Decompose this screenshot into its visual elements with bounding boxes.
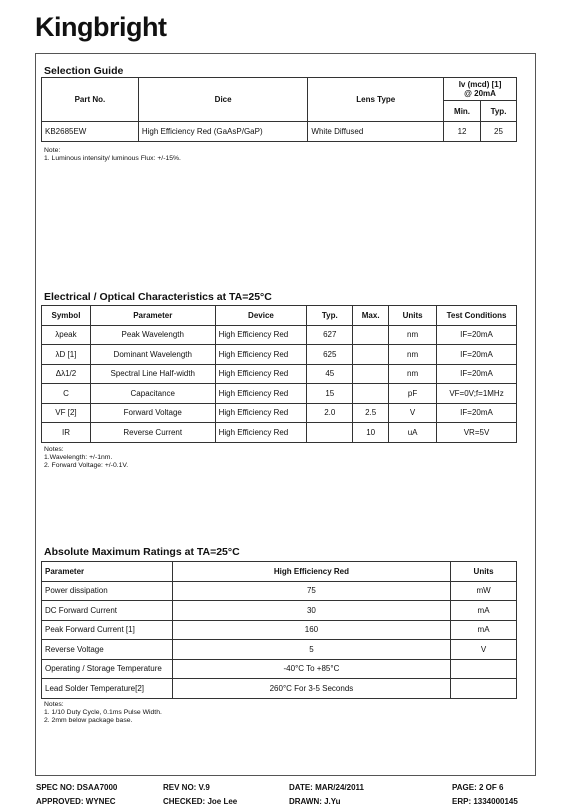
table-row bbox=[42, 423, 517, 443]
table-row bbox=[42, 403, 517, 423]
table-row bbox=[42, 364, 517, 384]
cell-parameter: Peak Forward Current [1] bbox=[42, 620, 173, 640]
header-iv-label: Iv (mcd) [1] bbox=[458, 80, 502, 89]
cell-test-conditions: IF=20mA bbox=[437, 364, 517, 384]
header-part-no: Part No. bbox=[42, 78, 139, 122]
kingbright-logo: Kingbright bbox=[35, 12, 167, 42]
cell-units bbox=[451, 659, 517, 679]
cell-symbol: Δλ1/2 bbox=[42, 364, 91, 384]
cell-typ: 625 bbox=[307, 345, 353, 365]
cell-units: pF bbox=[389, 384, 437, 404]
cell-typ: 45 bbox=[307, 364, 353, 384]
table-row bbox=[42, 679, 517, 699]
cell-parameter: Peak Wavelength bbox=[90, 325, 215, 345]
cell-units: nm bbox=[389, 345, 437, 365]
cell-value: -40°C To +85°C bbox=[172, 659, 450, 679]
cell-min: 12 bbox=[444, 122, 481, 142]
cell-parameter: Operating / Storage Temperature bbox=[42, 659, 173, 679]
header-dice: Dice bbox=[138, 78, 308, 122]
cell-units: V bbox=[389, 403, 437, 423]
page-number: PAGE: 2 OF 6 bbox=[452, 783, 504, 792]
note-line: Notes: bbox=[44, 701, 64, 708]
cell-value: 260°C For 3-5 Seconds bbox=[172, 679, 450, 699]
header-units: Units bbox=[451, 562, 517, 582]
header-parameter: Parameter bbox=[90, 306, 215, 326]
table-row bbox=[42, 384, 517, 404]
cell-units bbox=[451, 679, 517, 699]
cell-symbol: VF [2] bbox=[42, 403, 91, 423]
cell-max bbox=[353, 384, 389, 404]
cell-max bbox=[353, 364, 389, 384]
cell-units: V bbox=[451, 640, 517, 660]
header-device: Device bbox=[215, 306, 307, 326]
cell-typ: 627 bbox=[307, 325, 353, 345]
cell-device: High Efficiency Red bbox=[215, 403, 307, 423]
header-typ: Typ. bbox=[307, 306, 353, 326]
note-line: 2. Forward Voltage: +/-0.1V. bbox=[44, 462, 129, 469]
cell-units: nm bbox=[389, 364, 437, 384]
selection-table bbox=[41, 77, 517, 142]
cell-part: KB2685EW bbox=[42, 122, 139, 142]
selection-guide-title: Selection Guide bbox=[44, 65, 124, 77]
note-line: 1. 1/10 Duty Cycle, 0.1ms Pulse Width. bbox=[44, 709, 162, 716]
header-parameter: Parameter bbox=[42, 562, 173, 582]
spec-no: SPEC NO: DSAA7000 bbox=[36, 783, 118, 792]
cell-max: 10 bbox=[353, 423, 389, 443]
cell-parameter: Capacitance bbox=[90, 384, 215, 404]
cell-typ: 25 bbox=[481, 122, 517, 142]
electrical-table bbox=[41, 305, 517, 443]
cell-test-conditions: IF=20mA bbox=[437, 345, 517, 365]
cell-value: 30 bbox=[172, 601, 450, 621]
cell-typ: 15 bbox=[307, 384, 353, 404]
note-line: 1. Luminous intensity/ luminous Flux: +/-15%. bbox=[44, 155, 181, 162]
cell-units: mA bbox=[451, 601, 517, 621]
cell-typ: 2.0 bbox=[307, 403, 353, 423]
date: DATE: MAR/24/2011 bbox=[289, 783, 364, 792]
header-typ: Typ. bbox=[481, 101, 517, 122]
cell-value: 75 bbox=[172, 581, 450, 601]
header-iv-sub: @ 20mA bbox=[464, 89, 496, 98]
header-units: Units bbox=[389, 306, 437, 326]
cell-max: 2.5 bbox=[353, 403, 389, 423]
table-row bbox=[42, 640, 517, 660]
cell-device: High Efficiency Red bbox=[215, 325, 307, 345]
electrical-title: Electrical / Optical Characteristics at TA=25°C bbox=[44, 291, 272, 303]
cell-symbol: C bbox=[42, 384, 91, 404]
cell-parameter: Power dissipation bbox=[42, 581, 173, 601]
cell-units: nm bbox=[389, 325, 437, 345]
cell-test-conditions: VF=0V;f=1MHz bbox=[437, 384, 517, 404]
cell-units: mW bbox=[451, 581, 517, 601]
header-iv bbox=[444, 78, 517, 101]
cell-symbol: IR bbox=[42, 423, 91, 443]
header-test-conditions: Test Conditions bbox=[437, 306, 517, 326]
cell-units: mA bbox=[451, 620, 517, 640]
note-line: Notes: bbox=[44, 446, 64, 453]
erp: ERP: 1334000145 bbox=[452, 797, 518, 806]
cell-symbol: λD [1] bbox=[42, 345, 91, 365]
table-row bbox=[42, 659, 517, 679]
cell-test-conditions: VR=5V bbox=[437, 423, 517, 443]
cell-parameter: Spectral Line Half-width bbox=[90, 364, 215, 384]
cell-max bbox=[353, 325, 389, 345]
note-line: 2. 2mm below package base. bbox=[44, 717, 133, 724]
cell-value: 5 bbox=[172, 640, 450, 660]
cell-symbol: λpeak bbox=[42, 325, 91, 345]
cell-parameter: DC Forward Current bbox=[42, 601, 173, 621]
table-row bbox=[42, 620, 517, 640]
absolute-title: Absolute Maximum Ratings at TA=25°C bbox=[44, 546, 240, 558]
header-lens-type: Lens Type bbox=[308, 78, 444, 122]
table-row bbox=[42, 345, 517, 365]
cell-max bbox=[353, 345, 389, 365]
absolute-notes bbox=[44, 701, 162, 725]
approved: APPROVED: WYNEC bbox=[36, 797, 116, 806]
absolute-table bbox=[41, 561, 517, 699]
selection-notes bbox=[44, 147, 181, 163]
cell-lens: White Diffused bbox=[308, 122, 444, 142]
table-row bbox=[42, 122, 517, 142]
note-line: 1.Wavelength: +/-1nm. bbox=[44, 454, 113, 461]
header-symbol: Symbol bbox=[42, 306, 91, 326]
cell-test-conditions: IF=20mA bbox=[437, 403, 517, 423]
cell-dice: High Efficiency Red (GaAsP/GaP) bbox=[138, 122, 308, 142]
rev-no: REV NO: V.9 bbox=[163, 783, 210, 792]
checked: CHECKED: Joe Lee bbox=[163, 797, 238, 806]
table-row bbox=[42, 581, 517, 601]
cell-device: High Efficiency Red bbox=[215, 384, 307, 404]
cell-device: High Efficiency Red bbox=[215, 364, 307, 384]
cell-device: High Efficiency Red bbox=[215, 423, 307, 443]
cell-parameter: Reverse Voltage bbox=[42, 640, 173, 660]
cell-device: High Efficiency Red bbox=[215, 345, 307, 365]
table-row bbox=[42, 325, 517, 345]
cell-parameter: Lead Solder Temperature[2] bbox=[42, 679, 173, 699]
electrical-notes bbox=[44, 446, 128, 470]
cell-parameter: Dominant Wavelength bbox=[90, 345, 215, 365]
cell-parameter: Reverse Current bbox=[90, 423, 215, 443]
cell-units: uA bbox=[389, 423, 437, 443]
cell-parameter: Forward Voltage bbox=[90, 403, 215, 423]
header-device: High Efficiency Red bbox=[172, 562, 450, 582]
cell-test-conditions: IF=20mA bbox=[437, 325, 517, 345]
drawn: DRAWN: J.Yu bbox=[289, 797, 341, 806]
cell-typ bbox=[307, 423, 353, 443]
header-max: Max. bbox=[353, 306, 389, 326]
cell-value: 160 bbox=[172, 620, 450, 640]
note-line: Note: bbox=[44, 147, 61, 154]
table-row bbox=[42, 601, 517, 621]
header-min: Min. bbox=[444, 101, 481, 122]
